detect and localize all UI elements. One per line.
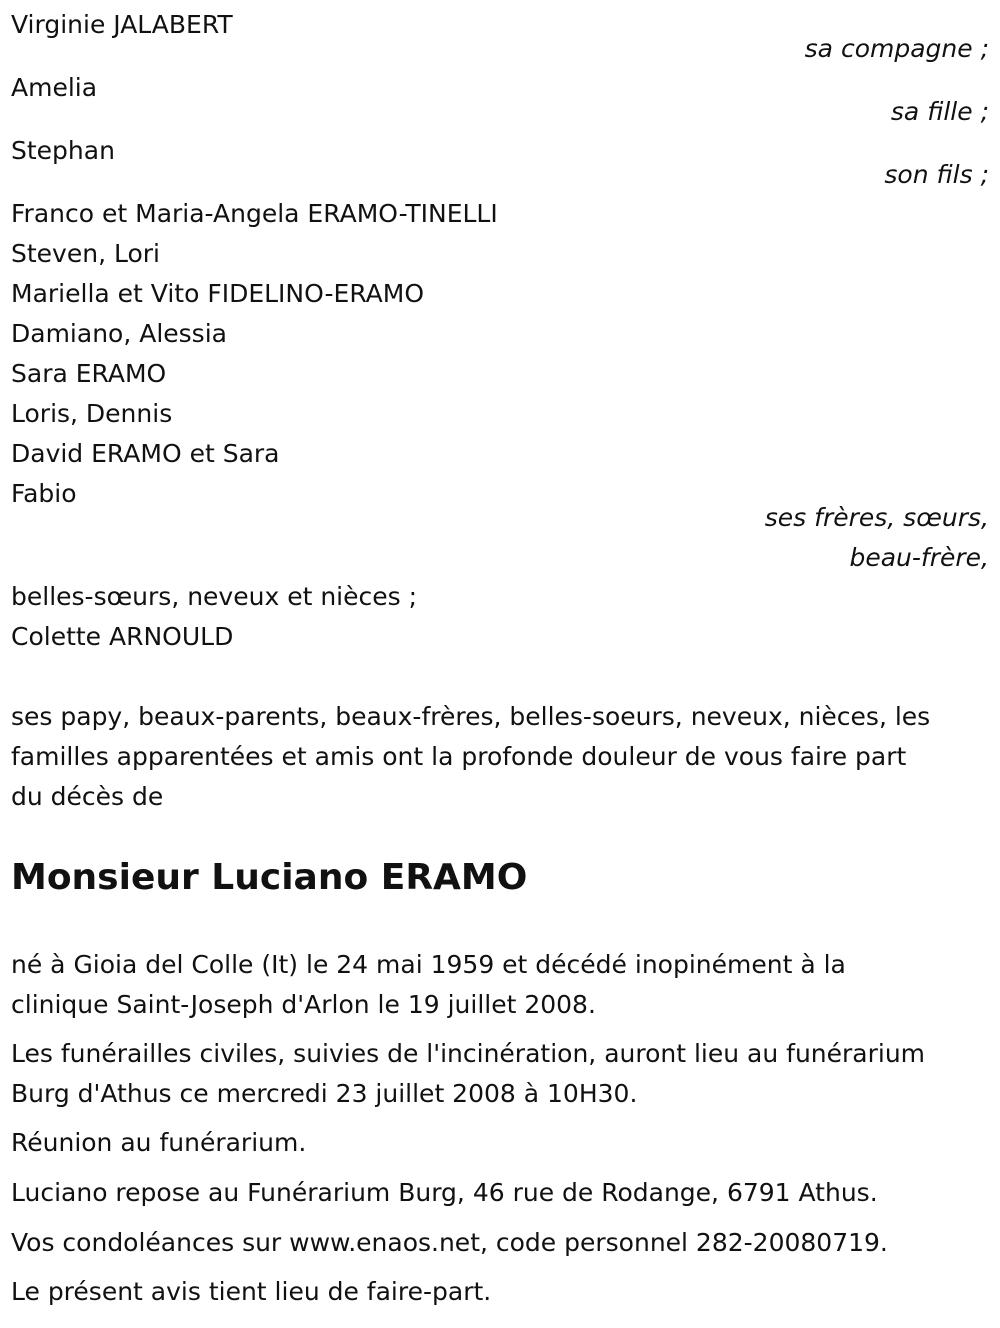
sibling-line: Mariella et Vito FIDELINO-ERAMO (11, 279, 425, 308)
sibling-line: David ERAMO et Sara (11, 439, 280, 468)
daughter-role: sa fille ; (890, 97, 989, 126)
announcement-line: ses papy, beaux-parents, beaux-frères, belles-soeurs, neveux, nièces, les (11, 702, 931, 731)
daughter-name: Amelia (11, 73, 98, 102)
deceased-name: Monsieur Luciano ERAMO (11, 857, 528, 898)
companion-role: sa compagne ; (804, 34, 989, 63)
siblings-role-line-2: beau-frère, (849, 543, 989, 572)
sibling-line: Sara ERAMO (11, 359, 167, 388)
funeral-line: Burg d'Athus ce mercredi 23 juillet 2008 à 10H30. (11, 1079, 638, 1108)
son-role: son fils ; (884, 160, 989, 189)
sibling-line: Fabio (11, 479, 77, 508)
birth-death-line: né à Gioia del Colle (It) le 24 mai 1959 et décédé inopinément à la (11, 950, 846, 979)
son-name: Stephan (11, 136, 115, 165)
announcement-line: du décès de (11, 782, 164, 811)
other-relative: Colette ARNOULD (11, 622, 234, 651)
sibling-line: Steven, Lori (11, 239, 160, 268)
sibling-line: Damiano, Alessia (11, 319, 227, 348)
gathering-line: Réunion au funérarium. (11, 1128, 307, 1157)
sibling-line: Franco et Maria-Angela ERAMO-TINELLI (11, 199, 498, 228)
sibling-line: Loris, Dennis (11, 399, 173, 428)
siblings-role-line-3: belles-sœurs, neveux et nièces ; (11, 582, 418, 611)
notice-line: Le présent avis tient lieu de faire-part. (11, 1277, 492, 1306)
companion-name: Virginie JALABERT (11, 10, 233, 39)
funeral-line: Les funérailles civiles, suivies de l'incinération, auront lieu au funérarium (11, 1039, 926, 1068)
repose-line: Luciano repose au Funérarium Burg, 46 rue de Rodange, 6791 Athus. (11, 1178, 878, 1207)
condolences-line: Vos condoléances sur www.enaos.net, code personnel 282-20080719. (11, 1228, 888, 1257)
birth-death-line: clinique Saint-Joseph d'Arlon le 19 juillet 2008. (11, 990, 596, 1019)
announcement-line: familles apparentées et amis ont la profonde douleur de vous faire part (11, 742, 907, 771)
siblings-role-line-1: ses frères, sœurs, (764, 503, 989, 532)
